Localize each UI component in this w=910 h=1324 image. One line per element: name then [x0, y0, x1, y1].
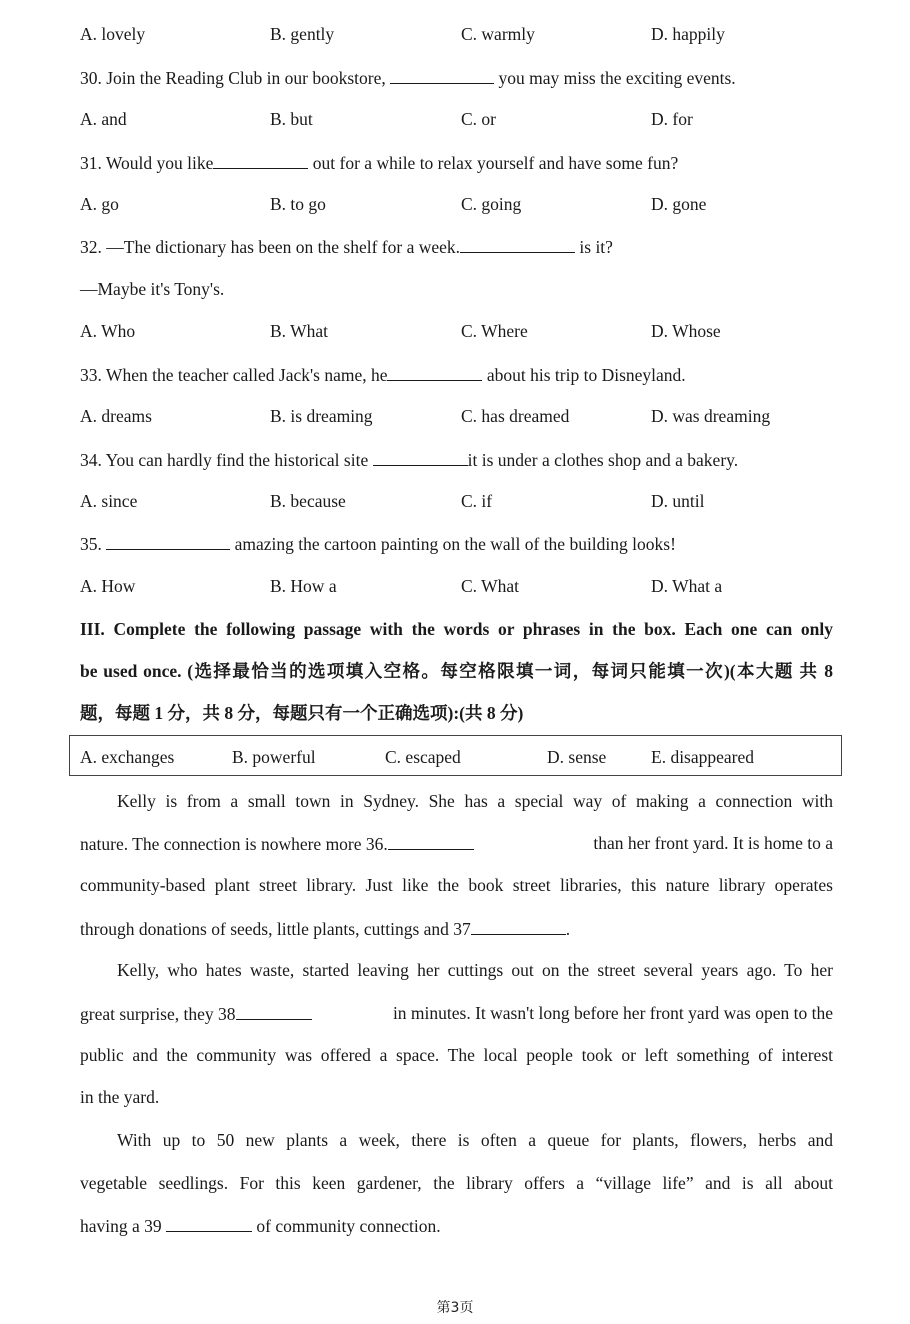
p3-line3: having a 39 of community connection. [80, 1216, 441, 1236]
section-heading-line3: 题，每题 1 分，共 8 分，每题只有一个正确选项):(共 8 分) [80, 703, 524, 723]
word-option-e: E. disappeared [651, 747, 755, 767]
option-d[interactable]: D. gone [651, 194, 707, 214]
option-a[interactable]: A. How [80, 576, 136, 596]
word-option-b: B. powerful [232, 747, 316, 767]
option-c[interactable]: C. Where [461, 321, 528, 341]
option-b[interactable]: B. How a [270, 576, 337, 596]
option-d[interactable]: D. was dreaming [651, 406, 771, 426]
option-a[interactable]: A. go [80, 194, 119, 214]
option-c[interactable]: C. if [461, 491, 493, 511]
p2-line3: public and the community was offered a space. The local people took or left something of interest [80, 1045, 833, 1065]
answer-blank[interactable] [106, 532, 230, 550]
option-d[interactable]: D. for [651, 109, 693, 129]
option-a[interactable]: A. lovely [80, 24, 146, 44]
option-b[interactable]: B. What [270, 321, 329, 341]
p1-line1: Kelly is from a small town in Sydney. She has a special way of making a connection with [117, 791, 833, 811]
option-d[interactable]: D. until [651, 491, 705, 511]
question-32-reply: —Maybe it's Tony's. [80, 279, 225, 299]
p3-line1: With up to 50 new plants a week, there is often a queue for plants, flowers, herbs and [117, 1130, 833, 1150]
p1-line2: nature. The connection is nowhere more 36. than her front yard. It is home to a [80, 833, 833, 854]
blank-37[interactable] [471, 917, 566, 935]
p1-line4: through donations of seeds, little plants, cuttings and 37 . [80, 919, 571, 939]
blank-36[interactable] [388, 832, 474, 850]
blank-38[interactable] [236, 1002, 312, 1020]
answer-blank[interactable] [213, 151, 308, 169]
question-34: 34. You can hardly find the historical site it is under a clothes shop and a bakery. [80, 450, 739, 470]
option-b[interactable]: B. but [270, 109, 313, 129]
option-b[interactable]: B. gently [270, 24, 335, 44]
question-35: 35. amazing the cartoon painting on the wall of the building looks! [80, 534, 676, 554]
option-c[interactable]: C. has dreamed [461, 406, 570, 426]
word-option-c: C. escaped [385, 747, 461, 767]
answer-blank[interactable] [373, 448, 468, 466]
answer-blank[interactable] [387, 363, 482, 381]
blank-39[interactable] [166, 1214, 252, 1232]
question-32: 32. —The dictionary has been on the shelf for a week. is it? [80, 237, 613, 257]
option-b[interactable]: B. to go [270, 194, 326, 214]
p3-line2: vegetable seedlings. For this keen gardener, the library offers a “village life” and is all about [80, 1173, 833, 1193]
option-d[interactable]: D. Whose [651, 321, 721, 341]
option-c[interactable]: C. or [461, 109, 496, 129]
question-33: 33. When the teacher called Jack's name, he about his trip to Disneyland. [80, 365, 686, 385]
p2-line1: Kelly, who hates waste, started leaving her cuttings out on the street several years ago. To her [117, 960, 833, 980]
option-b[interactable]: B. because [270, 491, 346, 511]
option-a[interactable]: A. dreams [80, 406, 152, 426]
option-c[interactable]: C. warmly [461, 24, 535, 44]
question-31: 31. Would you like out for a while to relax yourself and have some fun? [80, 153, 679, 173]
option-a[interactable]: A. since [80, 491, 138, 511]
p2-line2: great surprise, they 38 in minutes. It wasn't long before her front yard was open to the [80, 1003, 833, 1024]
p2-line4: in the yard. [80, 1087, 160, 1107]
page-number: 第3页 [436, 1300, 474, 1316]
question-30: 30. Join the Reading Club in our bookstore, you may miss the exciting events. [80, 68, 736, 88]
option-c[interactable]: C. What [461, 576, 520, 596]
option-d[interactable]: D. happily [651, 24, 725, 44]
option-a[interactable]: A. Who [80, 321, 136, 341]
word-box [69, 735, 842, 776]
answer-blank[interactable] [390, 66, 494, 84]
word-option-a: A. exchanges [80, 747, 175, 767]
option-b[interactable]: B. is dreaming [270, 406, 373, 426]
word-option-d: D. sense [547, 747, 607, 767]
section-heading-line1: III. Complete the following passage with the words or phrases in the box. Each one can only [80, 619, 833, 639]
option-d[interactable]: D. What a [651, 576, 723, 596]
section-heading-line2: be used once. (选择最恰当的选项填入空格。每空格限填一词，每词只能填一次)(本大题 共 8 [80, 661, 833, 681]
answer-blank[interactable] [460, 235, 575, 253]
option-a[interactable]: A. and [80, 109, 127, 129]
p1-line3: community-based plant street library. Just like the book street libraries, this nature library operates [80, 875, 833, 895]
option-c[interactable]: C. going [461, 194, 522, 214]
